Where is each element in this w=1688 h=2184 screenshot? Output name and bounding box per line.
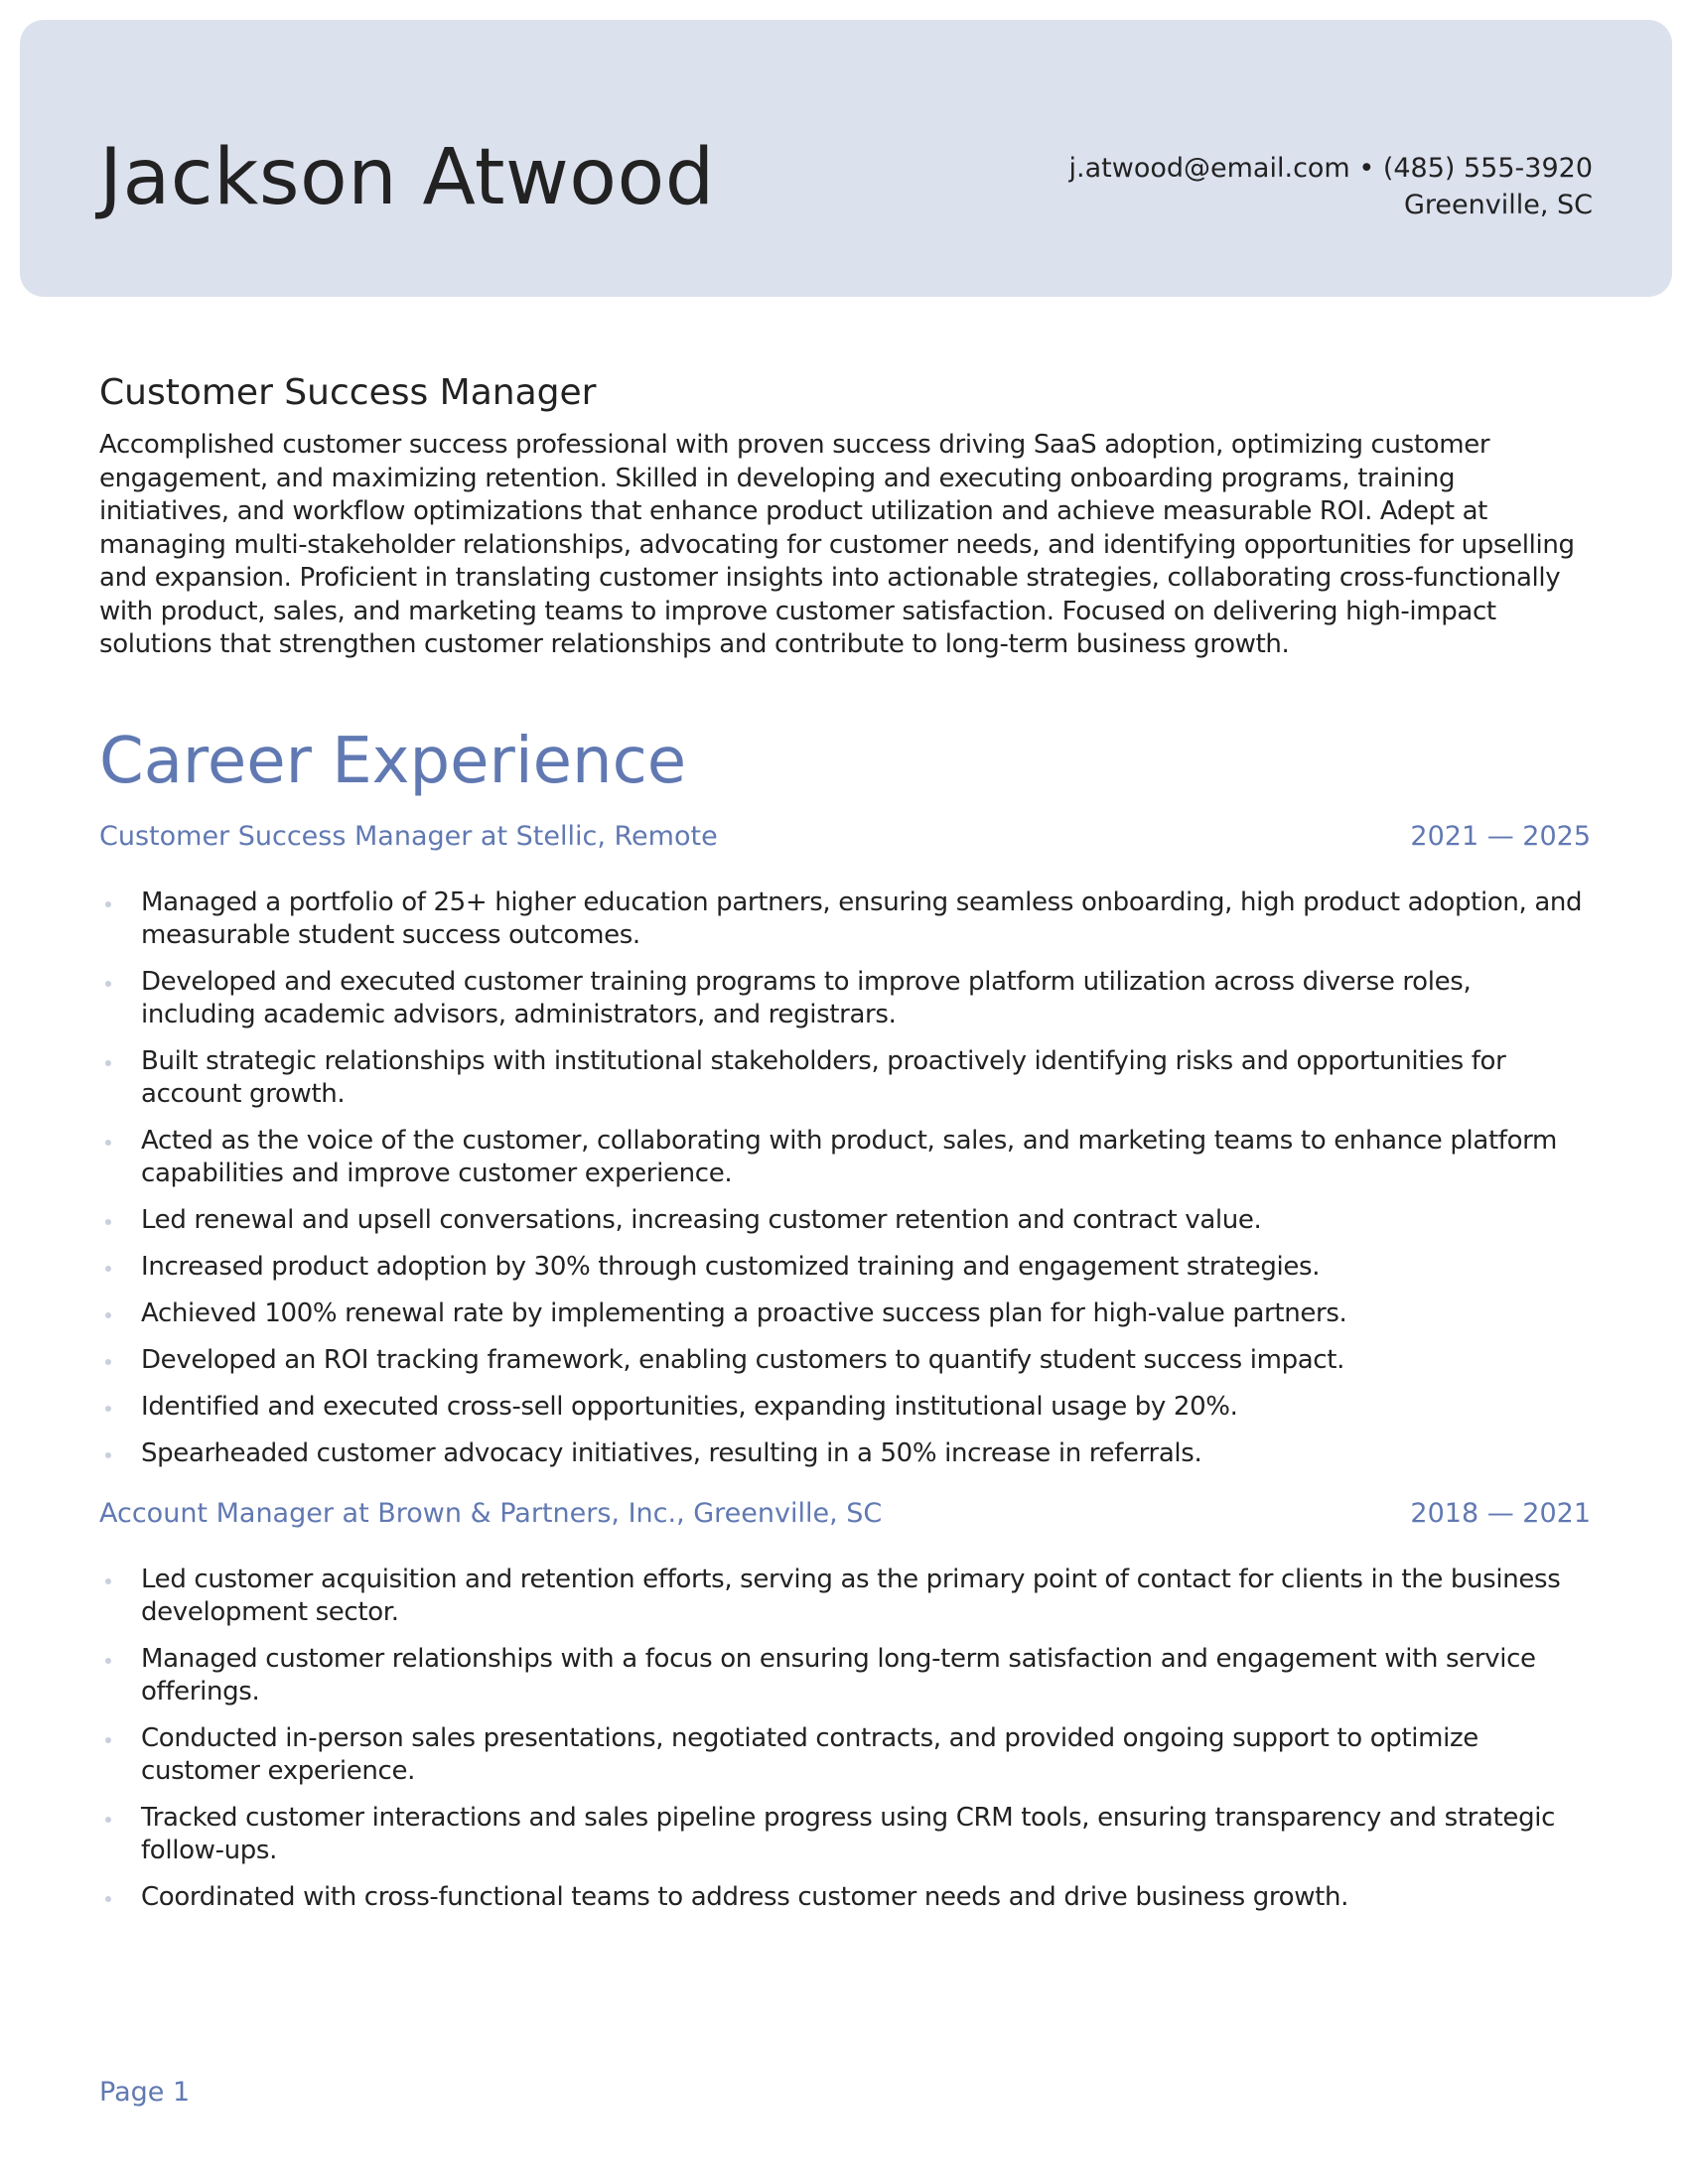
list-item bbox=[99, 1391, 1591, 1424]
list-item-text: Acted as the voice of the customer, collaborating with product, sales, and marketing teams to enhance platform capabilities and improve customer experience. bbox=[141, 1125, 1558, 1188]
bullet-dot-icon bbox=[105, 1737, 111, 1743]
bullet-dot-icon bbox=[105, 1140, 111, 1146]
job-dates: 2021 — 2025 bbox=[1410, 820, 1591, 852]
page-number: Page 1 bbox=[99, 2077, 191, 2108]
job-entry-brown-partners bbox=[99, 1496, 1591, 1914]
bullet-dot-icon bbox=[105, 1406, 111, 1412]
job-entry-stellic bbox=[99, 819, 1591, 1470]
profile-title: Customer Success Manager bbox=[99, 372, 597, 413]
list-item-text: Built strategic relationships with institutional stakeholders, proactively identifying risks and opportunities for account growth. bbox=[141, 1045, 1506, 1109]
job-bullet-list bbox=[99, 887, 1591, 1470]
list-item bbox=[99, 1437, 1591, 1470]
list-item bbox=[99, 1564, 1591, 1629]
list-item bbox=[99, 966, 1591, 1031]
bullet-dot-icon bbox=[105, 1359, 111, 1365]
list-item-text: Developed and executed customer training programs to improve platform utilization across diverse roles, including academic advisors, administrators, and registrars. bbox=[141, 966, 1472, 1029]
bullet-dot-icon bbox=[105, 1219, 111, 1225]
list-item-text: Tracked customer interactions and sales pipeline progress using CRM tools, ensuring transparency and strategic follow-ups. bbox=[141, 1802, 1556, 1865]
list-item-text: Coordinated with cross-functional teams to address customer needs and drive business growth. bbox=[141, 1881, 1349, 1912]
list-item-text: Increased product adoption by 30% through customized training and engagement strategies. bbox=[141, 1251, 1321, 1282]
list-item bbox=[99, 1251, 1591, 1284]
list-item-text: Managed a portfolio of 25+ higher education partners, ensuring seamless onboarding, high product adoption, and measurable student success outcomes. bbox=[141, 887, 1583, 950]
list-item bbox=[99, 1802, 1591, 1867]
bullet-dot-icon bbox=[105, 1658, 111, 1664]
bullet-dot-icon bbox=[105, 1060, 111, 1066]
job-title: Account Manager at Brown & Partners, Inc., Greenville, SC bbox=[99, 1497, 883, 1529]
job-dates: 2018 — 2021 bbox=[1410, 1497, 1591, 1529]
header-card bbox=[20, 20, 1672, 297]
list-item-text: Led customer acquisition and retention efforts, serving as the primary point of contact for clients in the business development sector. bbox=[141, 1564, 1561, 1627]
contact-email-phone: j.atwood@email.com • (485) 555-3920 bbox=[1068, 153, 1593, 184]
list-item bbox=[99, 887, 1591, 952]
list-item-text: Identified and executed cross-sell opportunities, expanding institutional usage by 20%. bbox=[141, 1391, 1238, 1422]
bullet-dot-icon bbox=[105, 1896, 111, 1902]
list-item bbox=[99, 1297, 1591, 1330]
list-item-text: Led renewal and upsell conversations, increasing customer retention and contract value. bbox=[141, 1204, 1262, 1235]
job-header bbox=[99, 1496, 1591, 1532]
contact-location: Greenville, SC bbox=[1403, 190, 1593, 220]
job-header bbox=[99, 819, 1591, 855]
list-item bbox=[99, 1643, 1591, 1708]
list-item bbox=[99, 1722, 1591, 1788]
bullet-dot-icon bbox=[105, 1452, 111, 1458]
profile-summary: Accomplished customer success professional with proven success driving SaaS adoption, optimizing customer engagement, and maximizing retention. Skilled in developing and executing onboarding programs, training initiatives, and workflow optimizations that enhance product utilization and achieve measurable ROI. Adept at managing multi-stakeholder relationships, advocating for customer needs, and identifying opportunities for upselling and expansion. Proficient in translating customer insights into actionable strategies, collaborating cross-functionally with product, sales, and marketing teams to improve customer satisfaction. Focused on delivering high-impact solutions that strengthen customer relationships and contribute to long-term business growth. bbox=[99, 430, 1575, 659]
bullet-dot-icon bbox=[105, 1817, 111, 1823]
list-item-text: Spearheaded customer advocacy initiatives, resulting in a 50% increase in referrals. bbox=[141, 1437, 1202, 1468]
bullet-dot-icon bbox=[105, 1578, 111, 1584]
list-item-text: Achieved 100% renewal rate by implementing a proactive success plan for high-value partners. bbox=[141, 1297, 1347, 1328]
bullet-dot-icon bbox=[105, 981, 111, 987]
bullet-dot-icon bbox=[105, 1312, 111, 1318]
bullet-dot-icon bbox=[105, 901, 111, 907]
resume-body bbox=[99, 369, 1591, 1928]
candidate-name: Jackson Atwood bbox=[99, 133, 715, 222]
section-title-career-experience: Career Experience bbox=[99, 724, 687, 798]
list-item bbox=[99, 1881, 1591, 1914]
list-item bbox=[99, 1125, 1591, 1190]
contact-info bbox=[1069, 150, 1593, 223]
list-item bbox=[99, 1204, 1591, 1237]
list-item-text: Managed customer relationships with a focus on ensuring long-term satisfaction and engagement with service offerings. bbox=[141, 1643, 1536, 1706]
list-item bbox=[99, 1045, 1591, 1111]
list-item-text: Conducted in-person sales presentations, negotiated contracts, and provided ongoing support to optimize customer experience. bbox=[141, 1722, 1478, 1786]
bullet-dot-icon bbox=[105, 1266, 111, 1272]
list-item-text: Developed an ROI tracking framework, enabling customers to quantify student success impact. bbox=[141, 1344, 1345, 1375]
job-title: Customer Success Manager at Stellic, Remote bbox=[99, 820, 718, 852]
list-item bbox=[99, 1344, 1591, 1377]
job-bullet-list bbox=[99, 1564, 1591, 1914]
